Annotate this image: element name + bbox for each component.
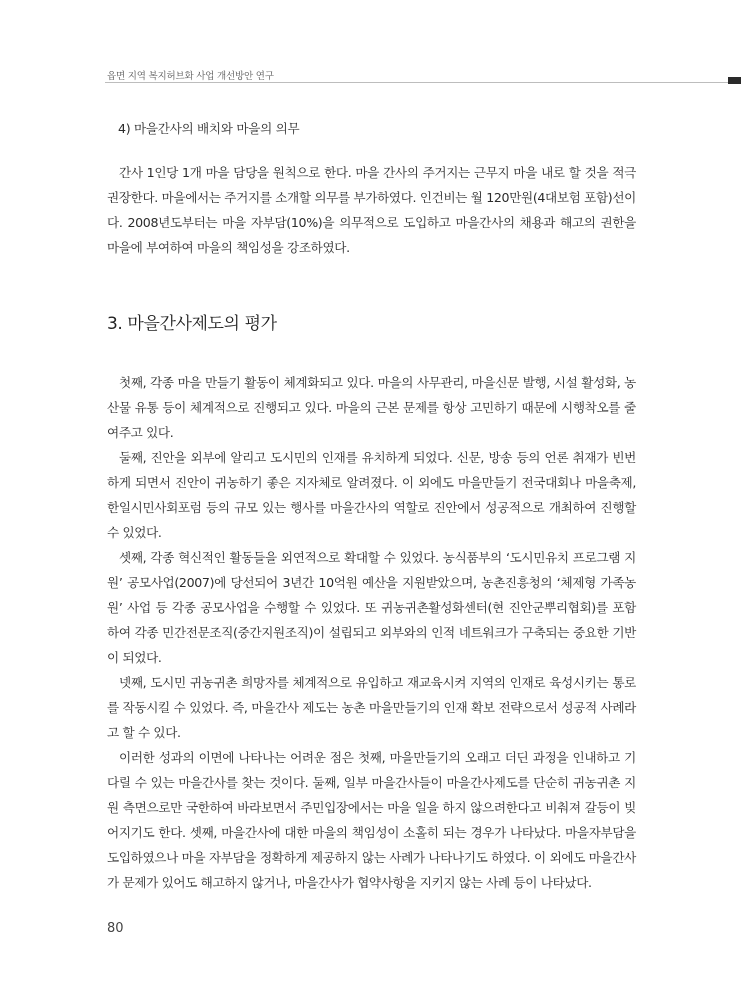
subsection-paragraph: 간사 1인당 1개 마을 담당을 원칙으로 한다. 마을 간사의 주거지는 근무지 마을 내로 할 것을 적극 권장한다. 마을에서는 주거지를 소개할 의무를 부가하였다. 인건비는 월 120만원(4대보험 포함)선이다. 2008년도부터는 마을 자부담(10%)을 의무적으로 도입하고 마을간사의 채용과 해고의 권한을 마을에 부여하여 마을의 책임성을 강조하였다. [107,165,636,255]
paragraph-first: 첫째, 각종 마을 만들기 활동이 체계화되고 있다. 마을의 사무관리, 마을신문 발행, 시설 활성화, 농산물 유통 등이 체계적으로 진행되고 있다. 마을의 근본 문제를 항상 고민하기 때문에 시행착오를 줄여주고 있다. [107,375,636,440]
header-edge-tab [728,77,741,84]
header-divider [105,82,729,83]
paragraph-third: 셋째, 각종 혁신적인 활동들을 외연적으로 확대할 수 있었다. 농식품부의 ‘도시민유치 프로그램 지원’ 공모사업(2007)에 당선되어 3년간 10억원 예산을 지원받았으며, 농촌진흥청의 ‘체제형 가족농원’ 사업 등 각종 공모사업을 수행할 수 있었다. 또 귀농귀촌활성화센터(현 진안군뿌리협회)를 포함하여 각종 민간전문조직(중간지원조직)이 설립되고 외부와의 인적 네트워크가 구축되는 중요한 기반이 되었다. [107,550,636,665]
section-title: 3. 마을간사제도의 평가 [107,314,277,334]
paragraph-second: 둘째, 진안을 외부에 알리고 도시민의 인재를 유치하게 되었다. 신문, 방송 등의 언론 취재가 빈번하게 되면서 진안이 귀농하기 좋은 지자체로 알려졌다. 이 외에도 마을만들기 전국대회나 마을축제, 한일시민사회포럼 등의 규모 있는 행사를 마을간사의 역할로 진안에서 성공적으로 개최하여 진행할 수 있었다. [107,450,636,540]
paragraph-fourth: 넷째, 도시민 귀농귀촌 희망자를 체계적으로 유입하고 재교육시켜 지역의 인재로 육성시키는 통로를 작동시킬 수 있었다. 즉, 마을간사 제도는 농촌 마을만들기의 인재 확보 전략으로서 성공적 사례라고 할 수 있다. [107,675,636,740]
subsection-heading: 4) 마을간사의 배치와 마을의 의무 [118,121,300,136]
running-header: 읍면 지역 복지허브화 사업 개선방안 연구 [107,71,274,82]
paragraph-difficulties: 이러한 성과의 이면에 나타나는 어려운 점은 첫째, 마을만들기의 오래고 더딘 과정을 인내하고 기다릴 수 있는 마을간사를 찾는 것이다. 둘째, 일부 마을간사들이 마을간사제도를 단순히 귀농귀촌 지원 측면으로만 국한하여 바라보면서 주민입장에서는 마을 일을 하지 않으려한다고 비춰져 갈등이 빚어지기도 한다. 셋째, 마을간사에 대한 마을의 책임성이 소홀히 되는 경우가 나타났다. 마을자부담을 도입하였으나 마을 자부담을 정확하게 제공하지 않는 사례가 나타나기도 하였다. 이 외에도 마을간사가 문제가 있어도 해고하지 않거나, 마을간사가 협약사항을 지키지 않는 사례 등이 나타났다. [107,750,636,890]
section-body [107,370,636,895]
page-number: 80 [107,921,124,936]
